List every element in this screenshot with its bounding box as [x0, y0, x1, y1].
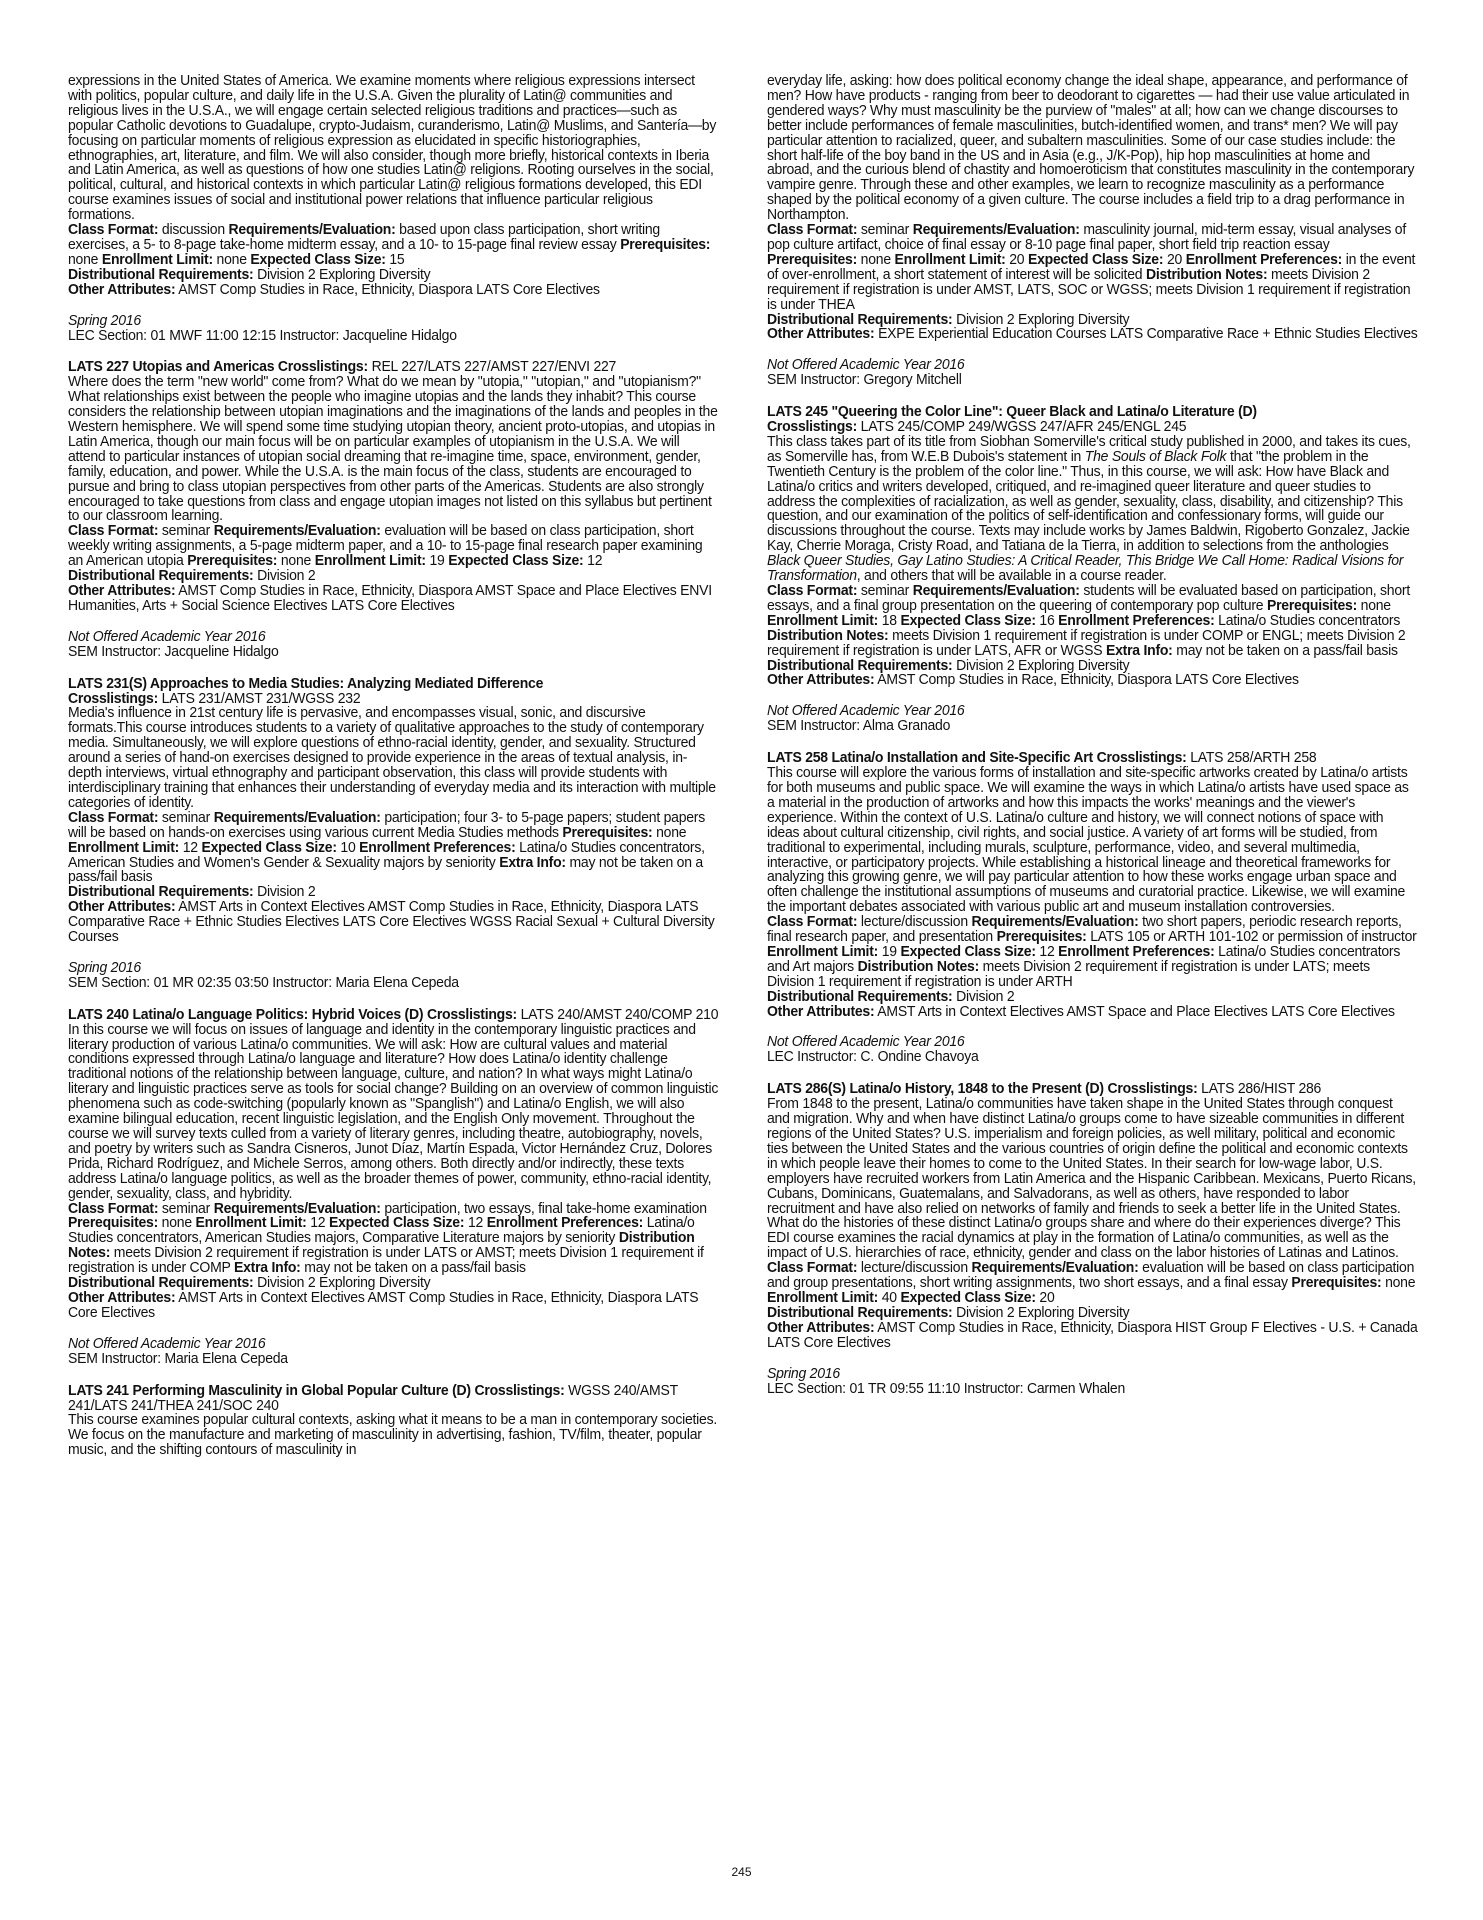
other-attributes: Other Attributes: AMST Comp Studies in Race, Ethnicity, Diaspora LATS Core Electives [767, 672, 1299, 689]
offering-term: Spring 2016 [767, 1365, 840, 1382]
course-description: Media's influence in 21st century life is pervasive, and encompasses visual, sonic, and discursive formats.This course introduces students to a variety of qualitative approaches to the study of contemporary media. Simultaneously, we will explore questions of ethno-racial identity, gender, and sexuality. Structured around a series of hand-on exercises designed to provide experience in the areas of textual analysis, in-depth interviews, virtual ethnography and participant observation, this class will provide students with interdisciplinary training that enhances their understanding of everyday media and its interaction with multiple categories of identity. [68, 705, 716, 811]
course-entry [68, 677, 720, 991]
offering-term: Not Offered Academic Year 2016 [767, 703, 965, 720]
course-entry [68, 360, 720, 659]
section-info: SEM Instructor: Gregory Mitchell [767, 372, 962, 389]
distributional-requirements: Distributional Requirements: Division 2 Exploring Diversity [767, 657, 1130, 674]
crosslistings: Crosslistings: LATS 231/AMST 231/WGSS 232 [68, 690, 361, 707]
course-heading: LATS 286(S) Latina/o History, 1848 to the Present (D) Crosslistings: LATS 286/HIST 286 [767, 1081, 1322, 1098]
course-details: Class Format: seminar Requirements/Evaluation: masculinity journal, mid-term essay, visual analyses of pop culture artifact, choice of final essay or 8-10 page final paper, short field trip reaction essay Prerequisites: none Enrollment Limit: 20 Expected Class Size: 20 Enrollment Preferences: in the event of over-enrollment, a short statement of interest will be solicited Distribution Notes: meets Division 2 requirement if registration is under AMST, LATS, SOC or WGSS; meets Division 1 requirement if registration is under THEA [767, 222, 1416, 313]
course-description: This course will explore the various forms of installation and site-specific artworks created by Latina/o artists for both museums and public space. We will examine the ways in which Latina/o artists have used space as a material in the production of artworks and how this impacts the works' meanings and the viewer's experience. Within the context of U.S. Latina/o culture and history, we will connect notions of space with ideas about cultural citizenship, civil rights, and social justice. A variety of art forms will be studied, from traditional to experimental, including murals, sculpture, performance, video, and several multimedia, interactive, or participatory projects. While establishing a historical lineage and theoretical frameworks for analyzing this growing genre, we will pay particular attention to how these works engage urban space and often challenge the institutional assumptions of museums and curatorial practice. Likewise, we will examine the important debates associated with various public art and museum installation controversies. [767, 765, 1409, 916]
course-entry [767, 405, 1419, 734]
distributional-requirements: Distributional Requirements: Division 2 [68, 884, 316, 901]
course-description: expressions in the United States of America. We examine moments where religious expressions intersect with politics, popular culture, and daily life in the U.S.A. Given the plurality of Latin@ communities and religious lives in the U.S.A., we will engage certain selected religious traditions and practices—such as popular Catholic devotions to Guadalupe, crypto-Judaism, curanderismo, Latin@ Muslims, and Santería—by focusing on particular moments of religious expression as elucidated in specific historiographies, ethnographies, art, literature, and film. We will also consider, though more briefly, historical contexts in Iberia and Latin America, as well as questions of how one studies Latin@ religions. Rooting ourselves in the social, political, cultural, and historical contexts in which particular Latin@ religious formations developed, this EDI course examines issues of social and institutional power relations that influence particular religious formations. [68, 73, 717, 224]
distributional-requirements: Distributional Requirements: Division 2 Exploring Diversity [767, 311, 1130, 328]
distributional-requirements: Distributional Requirements: Division 2 [767, 988, 1015, 1005]
course-details: Class Format: discussion Requirements/Evaluation: based upon class participation, short writing exercises, a 5- to 8-page take-home midterm essay, and a 10- to 15-page final review essay Prerequisites: none Enrollment Limit: none Expected Class Size: 15 [68, 222, 711, 268]
course-description: everyday life, asking: how does political economy change the ideal shape, appearance, and performance of men? How have products - ranging from beer to deodorant to cigarettes — had their use value articulated in gendered ways? Why must masculinity be the purview of "males" at all; how can we change discourses to better include performances of female masculinities, butch-identified women, and trans* men? We will pay particular attention to racialized, queer, and subaltern masculinities. Some of our case studies include: the short half-life of the boy band in the US and in Asia (e.g., J/K-Pop), hip hop masculinities at home and abroad, and the curious blend of chastity and homoeroticism that constitutes masculinity in the contemporary vampire genre. Through these and other examples, we learn to recognize masculinity as a performance shaped by the political economy of a given culture. The course includes a field trip to a drag performance in Northampton. [767, 73, 1415, 224]
section-info: SEM Section: 01 MR 02:35 03:50 Instructor: Maria Elena Cepeda [68, 974, 459, 991]
other-attributes: Other Attributes: AMST Arts in Context Electives AMST Comp Studies in Race, Ethnicity, Diaspora LATS Comparative Race + Ethnic Studies Electives LATS Core Electives WGSS Racial Sexual + Cultural Diversity Courses [68, 899, 715, 946]
section-info: LEC Instructor: C. Ondine Chavoya [767, 1049, 979, 1066]
course-entry [767, 1082, 1419, 1396]
course-details: Class Format: seminar Requirements/Evaluation: students will be evaluated based on participation, short essays, and a final group presentation on the queering of contemporary pop culture Prerequisites: none Enrollment Limit: 18 Expected Class Size: 16 Enrollment Preferences: Latina/o Studies concentrators Distribution Notes: meets Division 1 requirement if registration is under COMP or ENGL; meets Division 2 requirement if registration is under LATS, AFR or WGSS Extra Info: may not be taken on a pass/fail basis [767, 583, 1410, 659]
course-heading: LATS 227 Utopias and Americas Crosslistings: REL 227/LATS 227/AMST 227/ENVI 227 [68, 359, 617, 376]
course-heading: LATS 258 Latina/o Installation and Site-Specific Art Crosslistings: LATS 258/ARTH 258 [767, 750, 1317, 767]
distributional-requirements: Distributional Requirements: Division 2 Exploring Diversity [68, 1275, 431, 1292]
other-attributes: Other Attributes: AMST Comp Studies in Race, Ethnicity, Diaspora AMST Space and Place Electives ENVI Humanities, Arts + Social Science Electives LATS Core Electives [68, 583, 712, 614]
course-heading: LATS 245 "Queering the Color Line": Queer Black and Latina/o Literature (D) [767, 404, 1257, 421]
distributional-requirements: Distributional Requirements: Division 2 Exploring Diversity [767, 1304, 1130, 1321]
course-entry [68, 1008, 720, 1367]
course-details: Class Format: lecture/discussion Requirements/Evaluation: evaluation will be based on class participation and group presentations, short writing assignments, two short essays, and a final essay Prerequisites: none Enrollment Limit: 40 Expected Class Size: 20 [767, 1260, 1416, 1306]
offering-term: Spring 2016 [68, 312, 141, 329]
course-details: Class Format: lecture/discussion Requirements/Evaluation: two short papers, periodic research reports, final research paper, and presentation Prerequisites: LATS 105 or ARTH 101-102 or permission of instructor Enrollment Limit: 19 Expected Class Size: 12 Enrollment Preferences: Latina/o Studies concentrators and Art majors Distribution Notes: meets Division 2 requirement if registration is under LATS; meets Division 1 requirement if registration is under ARTH [767, 914, 1417, 990]
distributional-requirements: Distributional Requirements: Division 2 Exploring Diversity [68, 266, 431, 283]
course-details: Class Format: seminar Requirements/Evaluation: participation; four 3- to 5-page papers; student papers will be based on hands-on exercises using various current Media Studies methods Prerequisites: none Enrollment Limit: 12 Expected Class Size: 10 Enrollment Preferences: Latina/o Studies concentrators, American Studies and Women's Gender & Sexuality majors by seniority Extra Info: may not be taken on a pass/fail basis [68, 809, 705, 886]
page-number: 245 [731, 1865, 752, 1879]
course-heading: LATS 240 Latina/o Language Politics: Hybrid Voices (D) Crosslistings: LATS 240/AMST 240/COMP 210 [68, 1006, 719, 1023]
course-heading: LATS 231(S) Approaches to Media Studies: Analyzing Mediated Difference [68, 675, 544, 692]
other-attributes: Other Attributes: EXPE Experiential Education Courses LATS Comparative Race + Ethnic Studies Electives [767, 326, 1418, 343]
distributional-requirements: Distributional Requirements: Division 2 [68, 568, 316, 585]
offering-term: Not Offered Academic Year 2016 [68, 1335, 266, 1352]
other-attributes: Other Attributes: AMST Arts in Context Electives AMST Space and Place Electives LATS Core Electives [767, 1003, 1395, 1020]
other-attributes: Other Attributes: AMST Comp Studies in Race, Ethnicity, Diaspora HIST Group F Electives - U.S. + Canada LATS Core Electives [767, 1319, 1418, 1351]
section-info: SEM Instructor: Maria Elena Cepeda [68, 1350, 288, 1367]
section-info: LEC Section: 01 MWF 11:00 12:15 Instructor: Jacqueline Hidalgo [68, 327, 457, 344]
course-entry [68, 1384, 720, 1459]
crosslistings: Crosslistings: LATS 245/COMP 249/WGSS 247/AFR 245/ENGL 245 [767, 419, 1187, 436]
section-info: LEC Section: 01 TR 09:55 11:10 Instructor: Carmen Whalen [767, 1380, 1126, 1397]
offering-term: Not Offered Academic Year 2016 [767, 1034, 965, 1051]
offering-term: Not Offered Academic Year 2016 [767, 357, 965, 374]
course-description: This class takes part of its title from Siobhan Somerville's critical study published in 2000, and takes its cues, as Somerville has, from W.E.B Dubois's statement in The Souls of Black Folk that "the problem in the Twentieth Century is the problem of the color line." Thus, in this course, we will ask: How have Black and Latina/o critics and writers developed, critiqued, and re-imagined queer literature and queer studies to address the complexities of racialization, as well as gender, sexuality, class, disability, and citizenship? This question, and our examination of the politics of self-identification and confessionary forms, will guide our discussions throughout the course. Texts may include works by James Baldwin, Rigoberto Gonzalez, Jackie Kay, Cherrie Moraga, Cristy Road, and Tatiana de la Tierra, in addition to selections from the anthologies Black Queer Studies, Gay Latino Studies: A Critical Reader, This Bridge We Call Home: Radical Visions for Transformation, and others that will be available in a course reader. [767, 433, 1411, 585]
course-description: From 1848 to the present, Latina/o communities have taken shape in the United States through conquest and migration. Why and when have distinct Latina/o groups come to have sizeable communities in different regions of the United States? U.S. imperialism and foreign policies, as well military, political and economic ties between the United States and the various countries of origin define the political and economic contexts in which people leave their homes to come to the United States. In their search for low-wage labor, U.S. employers have recruited workers from Latin America and the Hispanic Caribbean. Mexicans, Puerto Ricans, Cubans, Dominicans, Guatemalans, and Salvadorans, as well as others, have responded to labor recruitment and have also relied on networks of family and friends to seek a better life in the United States. What do the histories of these distinct Latina/o groups share and where do their experiences diverge? This EDI course examines the racial dynamics at play in the formation of Latina/o communities, as well as the impact of U.S. hierarchies of race, ethnicity, gender and class on the labor histories of Latinas and Latinos. [767, 1096, 1416, 1262]
course-heading: LATS 241 Performing Masculinity in Global Popular Culture (D) Crosslistings: WGSS 240/AMST 241/LATS 241/THEA 241/SOC 240 [68, 1382, 678, 1414]
right-column [767, 74, 1419, 1413]
other-attributes: Other Attributes: AMST Comp Studies in Race, Ethnicity, Diaspora LATS Core Electives [68, 281, 600, 298]
left-column [68, 74, 720, 1475]
offering-term: Spring 2016 [68, 959, 141, 976]
section-info: SEM Instructor: Alma Granado [767, 718, 951, 735]
course-description: In this course we will focus on issues of language and identity in the contemporary linguistic practices and literary production of various Latina/o communities. We will ask: How are cultural values and material conditions expressed through Latina/o language and literature? How does Latina/o identity challenge traditional notions of the relationship between language, culture, and nation? In what ways might Latina/o literary and linguistic practices serve as tools for social change? Building on an overview of common linguistic phenomena such as code-switching (popularly known as "Spanglish") and Latina/o English, we will also examine bilingual education, recent linguistic legislation, and the English Only movement. Throughout the course we will survey texts culled from a variety of literary genres, including theatre, autobiography, novels, and poetry by writers such as Sandra Cisneros, Junot Díaz, Martín Espada, Victor Hernández Cruz, Dolores Prida, Richard Rodríguez, and Michele Serros, among others. Both directly and/or indirectly, these texts address Latina/o language politics, as well as the broader themes of power, community, ethno-racial identity, gender, sexuality, class, and hybridity. [68, 1021, 719, 1202]
offering-term: Not Offered Academic Year 2016 [68, 628, 266, 645]
section-info: SEM Instructor: Jacqueline Hidalgo [68, 643, 279, 660]
course-description: This course examines popular cultural contexts, asking what it means to be a man in contemporary societies. We focus on the manufacture and marketing of masculinity in advertising, fashion, TV/film, theater, popular music, and the shifting contours of masculinity in [68, 1412, 717, 1459]
course-entry [68, 74, 720, 343]
other-attributes: Other Attributes: AMST Arts in Context Electives AMST Comp Studies in Race, Ethnicity, Diaspora LATS Core Electives [68, 1289, 699, 1321]
course-details: Class Format: seminar Requirements/Evaluation: participation, two essays, final take-home examination Prerequisites: none Enrollment Limit: 12 Expected Class Size: 12 Enrollment Preferences: Latina/o Studies concentrators, American Studies majors, Comparative Literature majors by seniority Distribution Notes: meets Division 2 requirement if registration is under LATS or AMST; meets Division 1 requirement if registration is under COMP Extra Info: may not be taken on a pass/fail basis [68, 1200, 707, 1277]
course-details: Class Format: seminar Requirements/Evaluation: evaluation will be based on class participation, short weekly writing assignments, a 5-page midterm paper, and a 10- to 15-page final research paper examining an American utopia Prerequisites: none Enrollment Limit: 19 Expected Class Size: 12 [68, 523, 703, 570]
course-entry [767, 74, 1419, 388]
course-description: Where does the term "new world" come from? What do we mean by "utopia," "utopian," and "utopianism?" What relationships exist between the people who imagine utopias and the lands they inhabit? This course considers the relationship between utopian imaginations and the imaginations of the lands and peoples in the Western hemisphere. We will spend some time studying utopian theory, ancient proto-utopias, and utopias in Latin America, though our main focus will be on particular examples of utopianism in the U.S.A. We will attend to particular instances of utopian social dreaming that re-imagine time, space, environment, gender, family, education, and power. While the U.S.A. is the main focus of the class, students are encouraged to pursue and bring to class utopian perspectives from other parts of the Americas. Students are also strongly encouraged to take questions from class and engage utopian images not listed on this syllabus but pertinent to our classroom learning. [68, 374, 718, 525]
course-entry [767, 751, 1419, 1065]
